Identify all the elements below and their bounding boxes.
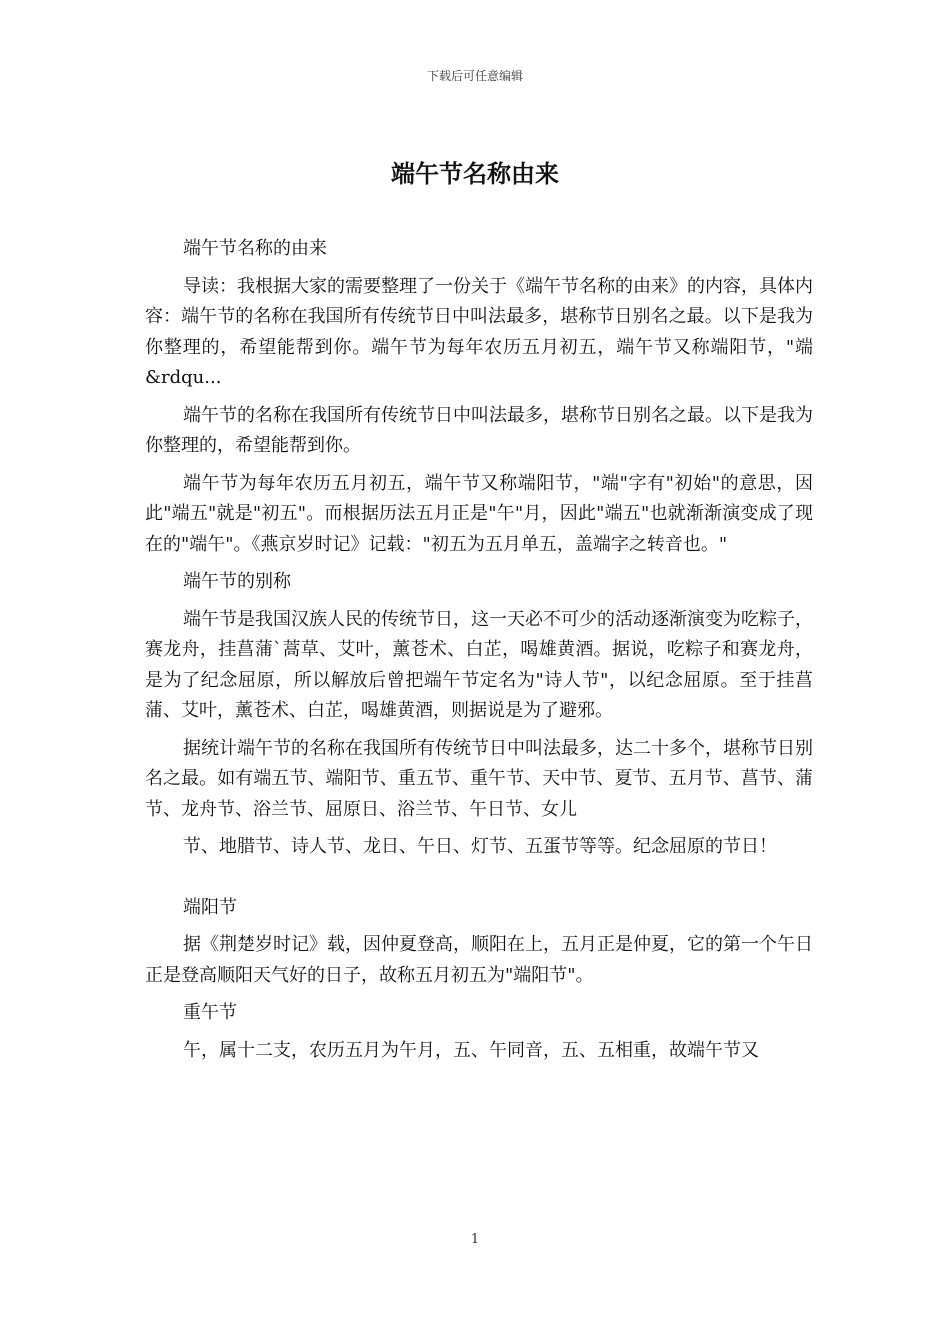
section-heading: 重午节 [183, 1002, 237, 1023]
paragraph: 午，属十二支，农历五月为午月，五、午同音，五、五相重，故端午节又 [183, 1039, 759, 1061]
document-title: 端午节名称由来 [391, 159, 559, 188]
paragraph: 节、地腊节、诗人节、龙日、午日、灯节、五蛋节等等。纪念屈原的节日！ [183, 836, 777, 857]
paragraph: 端午节的名称在我国所有传统节日中叫法最多，堪称节日别名之最。以下是我为你整理的，希望能帮到你。 [145, 404, 813, 456]
section-heading: 端午节名称的由来 [183, 238, 327, 259]
document-body [145, 234, 813, 1073]
paragraph: 端午节是我国汉族人民的传统节日，这一天必不可少的活动逐渐演变为吃粽子，赛龙舟，挂菖蒲`蒿草、艾叶，薰苍术、白芷，喝雄黄酒。据说，吃粽子和赛龙舟，是为了纪念屈原，所以解放后曾把端午节定名为"诗人节"，以纪念屈原。至于挂菖蒲、艾叶，薰苍术、白芷，喝雄黄酒，则据说是为了避邪。 [145, 608, 813, 721]
section-heading: 端午节的别称 [183, 571, 291, 592]
paragraph: 据统计端午节的名称在我国所有传统节日中叫法最多，达二十多个，堪称节日别名之最。如有端五节、端阳节、重五节、重午节、天中节、夏节、五月节、菖节、蒲节、龙舟节、浴兰节、屈原日、浴兰节、午日节、女儿 [145, 737, 813, 820]
paragraph: 导读：我根据大家的需要整理了一份关于《端午节名称的由来》的内容，具体内容：端午节的名称在我国所有传统节日中叫法最多，堪称节日别名之最。以下是我为你整理的，希望能帮到你。端午节为每年农历五月初五，端午节又称端阳节，"端&rdqu... [145, 275, 813, 388]
page-number: 1 [470, 1232, 480, 1247]
section-heading: 端阳节 [183, 896, 237, 918]
paragraph: 据《荆楚岁时记》载，因仲夏登高，顺阳在上，五月正是仲夏，它的第一个午日正是登高顺阳天气好的日子，故称五月初五为"端阳节"。 [145, 934, 813, 986]
page-header: 下载后可任意编辑 [426, 69, 523, 83]
paragraph: 端午节为每年农历五月初五，端午节又称端阳节，"端"字有"初始"的意思，因此"端五"就是"初五"。而根据历法五月正是"午"月，因此"端五"也就渐渐演变成了现在的"端午"。《燕京岁时记》记载："初五为五月单五，盖端字之转音也。" [145, 472, 813, 555]
